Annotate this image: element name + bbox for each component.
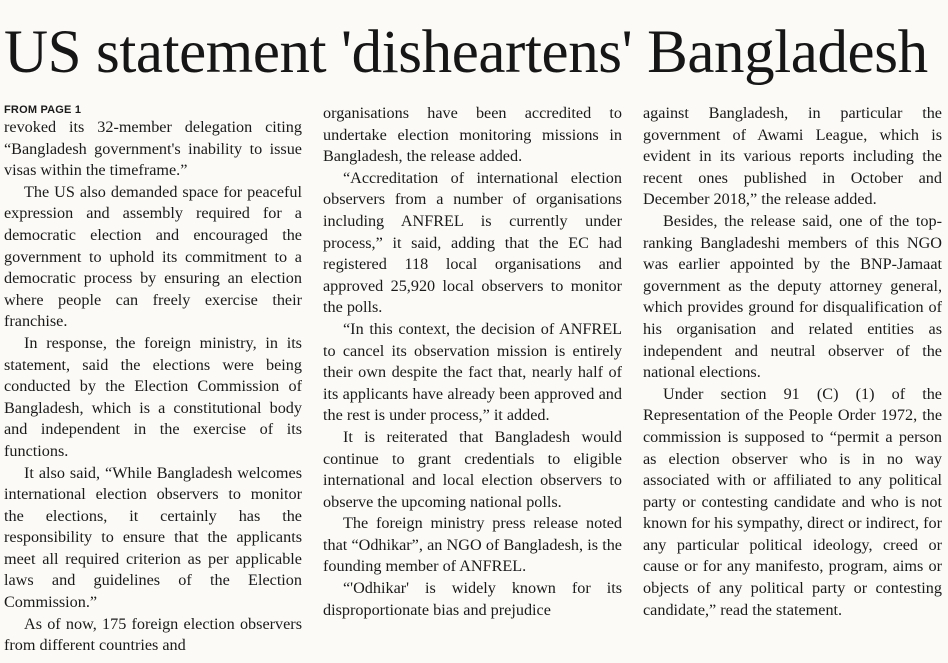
article-column-2	[323, 103, 622, 663]
paragraph: “Accreditation of international election observers from a number of organisations including ANFREL is currently under process,” it said, adding that the EC had registered 118 local organisations and approved 25,920 local observers to monitor the polls.	[323, 168, 622, 317]
paragraph: “In this context, the decision of ANFREL to cancel its observation mission is entirely their own despite the fact that, nearly half of its applicants have already been approved and the rest is under process,” it added.	[323, 319, 622, 425]
paragraph: In response, the foreign ministry, in its statement, said the elections were being conducted by the Election Commission of Bangladesh, which is a constitutional body and independent in the exercise of its functions.	[4, 333, 302, 460]
paragraph: Besides, the release said, one of the top-ranking Bangladeshi members of this NGO was earlier appointed by the BNP-Jamaat government as the deputy attorney general, which provides ground for disqualification of his organisation and related entities as independent and neutral observer of the national elections.	[643, 211, 942, 382]
paragraph: As of now, 175 foreign election observers from different countries and	[4, 614, 302, 655]
article-column-3	[643, 103, 942, 663]
article-column-1	[4, 103, 302, 663]
paragraph: It also said, “While Bangladesh welcomes international election observers to monitor the elections, it certainly has the responsibility to ensure that the applicants meet all required criterion as per applicable laws and guidelines of the Election Commission.”	[4, 463, 302, 612]
paragraph: The US also demanded space for peaceful expression and assembly required for a democratic election and encouraged the government to uphold its commitment to a democratic process by ensuring an election where people can freely exercise their franchise.	[4, 182, 302, 331]
paragraph: It is reiterated that Bangladesh would continue to grant credentials to eligible international and local election observers to observe the upcoming national polls.	[323, 427, 622, 511]
paragraph: Under section 91 (C) (1) of the Representation of the People Order 1972, the commission is supposed to “permit a person as election observer who is in no way associated with or affiliated to any political party or contesting candidate and who is not known for his sympathy, direct or indirect, for any particular political ideology, creed or cause or for any manifesto, program, aims or objects of any political party or contesting candidate,” read the statement.	[643, 384, 942, 619]
paragraph: organisations have been accredited to undertake election monitoring missions in Bangladesh, the release added.	[323, 104, 622, 166]
headline: US statement 'disheartens' Bangladesh	[4, 19, 928, 86]
paragraph: The foreign ministry press release noted that “Odhikar”, an NGO of Bangladesh, is the founding member of ANFREL.	[323, 514, 622, 576]
kicker-from-page: FROM PAGE 1	[4, 104, 82, 116]
paragraph: against Bangladesh, in particular the government of Awami League, which is evident in its various reports including the recent ones published in October and December 2018,” the release added.	[643, 104, 942, 209]
paragraph: revoked its 32-member delegation citing “Bangladesh government's inability to issue visas within the timeframe.”	[4, 118, 302, 180]
paragraph: “'Odhikar' is widely known for its disproportionate bias and prejudice	[323, 579, 622, 619]
